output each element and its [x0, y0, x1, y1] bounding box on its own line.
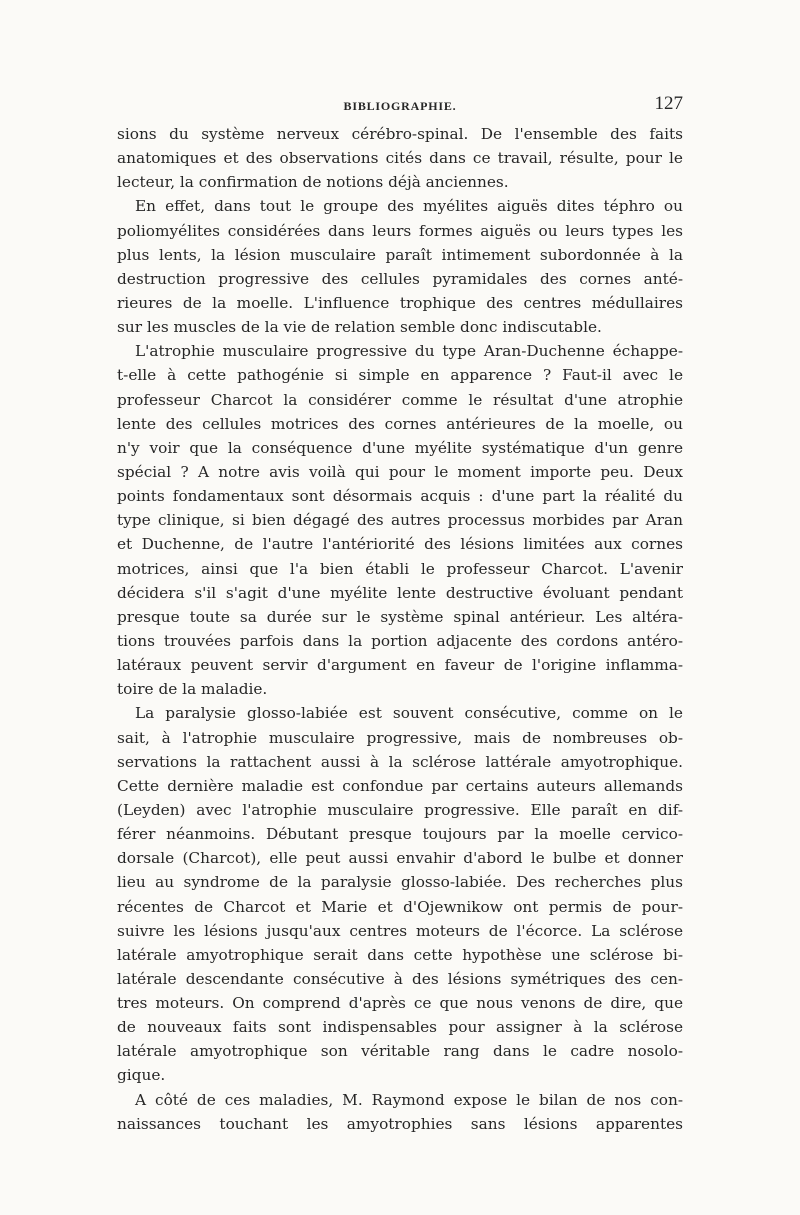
text-line: sait, à l'atrophie musculaire progressive, mais de nombreuses ob-: [117, 728, 683, 747]
text-line: (Leyden) avec l'atrophie musculaire progressive. Elle paraît en dif-: [117, 800, 683, 819]
text-line: naissances touchant les amyotrophies sans lésions apparentes: [117, 1114, 683, 1133]
page-header: [117, 93, 683, 117]
text-line: latérale amyotrophique son véritable rang dans le cadre nosolo-: [117, 1042, 683, 1061]
text-line: rieures de la moelle. L'influence trophique des centres médullaires: [117, 293, 683, 312]
text-line: toire de la maladie.: [117, 680, 268, 699]
text-line: L'atrophie musculaire progressive du type Aran-Duchenne échappe-: [135, 342, 683, 361]
text-line: suivre les lésions jusqu'aux centres moteurs de l'écorce. La sclérose: [117, 921, 683, 940]
body-text: [117, 122, 683, 1136]
text-line: servations la rattachent aussi à la sclérose lattérale amyotrophique.: [117, 752, 683, 771]
text-line: type clinique, si bien dégagé des autres processus morbides par Aran: [117, 511, 683, 530]
running-title: BIBLIOGRAPHIE.: [343, 99, 457, 113]
text-line: spécial ? A notre avis voilà qui pour le moment importe peu. Deux: [117, 462, 683, 481]
text-line: sions du système nerveux cérébro-spinal. De l'ensemble des faits: [117, 125, 683, 143]
text-line: motrices, ainsi que l'a bien établi le professeur Charcot. L'avenir: [117, 559, 683, 578]
text-line: plus lents, la lésion musculaire paraît intimement subordonnée à la: [117, 245, 683, 264]
text-line: t-elle à cette pathogénie si simple en apparence ? Faut-il avec le: [117, 366, 683, 385]
text-line: anatomiques et des observations cités dans ce travail, résulte, pour le: [117, 149, 683, 168]
text-line: et Duchenne, de l'autre l'antériorité des lésions limitées aux cornes: [117, 535, 683, 554]
text-line: dorsale (Charcot), elle peut aussi envahir d'abord le bulbe et donner: [117, 849, 683, 868]
text-line: gique.: [117, 1066, 166, 1085]
text-line: latéraux peuvent servir d'argument en faveur de l'origine inflamma-: [117, 656, 683, 675]
text-line: La paralysie glosso-labiée est souvent consécutive, comme on le: [135, 704, 683, 723]
text-line: tres moteurs. On comprend d'après ce que nous venons de dire, que: [117, 994, 683, 1013]
text-line: n'y voir que la conséquence d'une myélite systématique d'un genre: [117, 438, 683, 457]
text-line: Cette dernière maladie est confondue par certains auteurs allemands: [117, 776, 683, 795]
text-line: tions trouvées parfois dans la portion adjacente des cordons antéro-: [117, 631, 683, 650]
text-line: professeur Charcot la considérer comme le résultat d'une atrophie: [117, 390, 683, 409]
page-number: 127: [654, 93, 683, 114]
text-line: sur les muscles de la vie de relation semble donc indiscutable.: [117, 318, 602, 337]
text-line: A côté de ces maladies, M. Raymond expose le bilan de nos con-: [135, 1090, 683, 1109]
text-line: décidera s'il s'agit d'une myélite lente destructive évoluant pendant: [117, 583, 683, 602]
text-line: points fondamentaux sont désormais acquis : d'une part la réalité du: [117, 487, 683, 506]
text-line: latérale amyotrophique serait dans cette hypothèse une sclérose bi-: [117, 945, 683, 964]
text-line: lecteur, la confirmation de notions déjà anciennes.: [117, 173, 509, 192]
text-line: En effet, dans tout le groupe des myélites aiguës dites téphro ou: [135, 197, 683, 216]
text-line: presque toute sa durée sur le système spinal antérieur. Les altéra-: [117, 607, 683, 626]
text-line: récentes de Charcot et Marie et d'Ojewnikow ont permis de pour-: [117, 897, 683, 916]
text-line: férer néanmoins. Débutant presque toujours par la moelle cervico-: [117, 825, 683, 844]
text-line: de nouveaux faits sont indispensables pour assigner à la sclérose: [117, 1018, 683, 1037]
text-line: poliomyélites considérées dans leurs formes aiguës ou leurs types les: [117, 221, 683, 240]
text-line: lieu au syndrome de la paralysie glosso-labiée. Des recherches plus: [117, 873, 683, 892]
text-line: latérale descendante consécutive à des lésions symétriques des cen-: [117, 969, 683, 988]
text-line: destruction progressive des cellules pyramidales des cornes anté-: [117, 269, 683, 288]
text-line: lente des cellules motrices des cornes antérieures de la moelle, ou: [117, 414, 683, 433]
